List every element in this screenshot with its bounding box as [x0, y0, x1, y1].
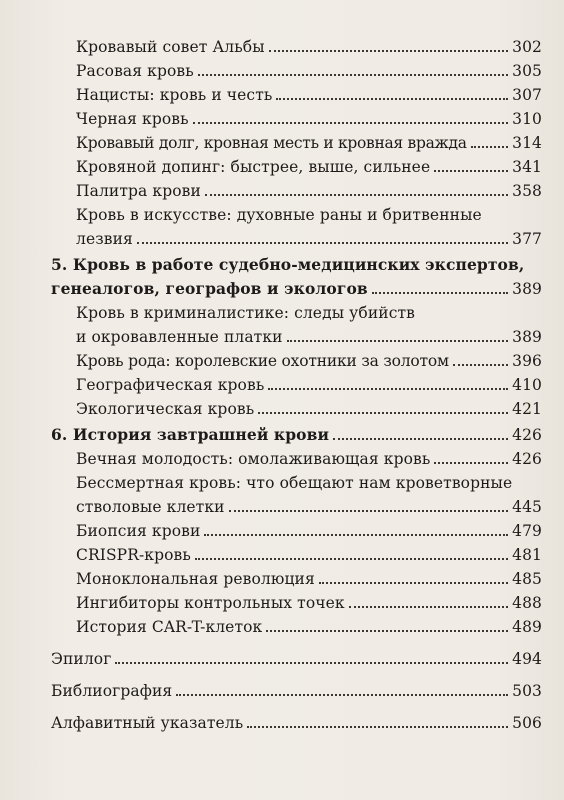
- toc-entry-title: и окровавленные платки: [76, 328, 283, 346]
- toc-entry-first-line: Кровь в искусстве: духовные раны и бритвенные: [76, 206, 482, 224]
- toc-entry[interactable]: [76, 544, 542, 566]
- toc-page-number: 488: [512, 594, 542, 612]
- toc-leader-dots: [269, 49, 508, 52]
- toc-entry-title: Кровь рода: королевские охотники за золотом: [76, 352, 449, 370]
- toc-entry-title: Палитра крови: [76, 182, 201, 200]
- toc-page-number: 485: [512, 570, 542, 588]
- toc-entry[interactable]: [76, 228, 542, 250]
- toc-entry[interactable]: [76, 374, 542, 396]
- toc-page-number: 426: [512, 426, 542, 444]
- toc-entry[interactable]: [76, 350, 542, 372]
- toc-page-number: 307: [512, 86, 542, 104]
- toc-entry-title: История CAR-T-клеток: [76, 618, 263, 636]
- toc-entry-title: CRISPR-кровь: [76, 546, 191, 564]
- toc-entry[interactable]: [51, 648, 542, 670]
- toc-leader-dots: [115, 661, 508, 664]
- toc-entry-title: Эпилог: [51, 650, 112, 668]
- toc-entry-title: Библиография: [51, 682, 173, 700]
- toc-page-number: 341: [512, 158, 542, 176]
- toc-entry[interactable]: [76, 520, 542, 542]
- toc-entry-title: Алфавитный указатель: [51, 714, 244, 732]
- toc-leader-dots: [333, 437, 508, 440]
- toc-page-number: 305: [512, 62, 542, 80]
- toc-leader-dots: [268, 387, 508, 390]
- toc-page-number: 426: [512, 450, 542, 468]
- toc-leader-dots: [195, 557, 508, 560]
- toc-page-number: 445: [512, 498, 542, 516]
- toc-page-number: 389: [512, 328, 542, 346]
- toc-entry[interactable]: [76, 132, 542, 154]
- toc-page-number: 410: [512, 376, 542, 394]
- toc-entry[interactable]: [76, 180, 542, 202]
- toc-chapter-entry[interactable]: [51, 424, 542, 446]
- toc-entry-first-line: Кровь в криминалистике: следы убийств: [76, 304, 415, 322]
- toc-entry[interactable]: [76, 398, 542, 420]
- toc-entry[interactable]: [76, 326, 542, 348]
- toc-page-number: 503: [512, 682, 542, 700]
- toc-chapter-first-line: 5. Кровь в работе судебно-медицинских экспертов,: [51, 255, 525, 274]
- toc-leader-dots: [287, 339, 509, 342]
- toc-entry-title: Кровавый долг, кровная месть и кровная вражда: [76, 134, 467, 152]
- toc-leader-dots: [434, 169, 508, 172]
- toc-page-number: 506: [512, 714, 542, 732]
- toc-entry-title: Кровавый совет Альбы: [76, 38, 265, 56]
- toc-entry-title: Черная кровь: [76, 110, 189, 128]
- toc-entry-title: стволовые клетки: [76, 498, 225, 516]
- toc-entry-title: Нацисты: кровь и честь: [76, 86, 273, 104]
- toc-leader-dots: [204, 533, 508, 536]
- toc-entry[interactable]: [76, 36, 542, 58]
- toc-page-number: 481: [512, 546, 542, 564]
- toc-entry-title: Вечная молодость: омолаживающая кровь: [76, 450, 431, 468]
- toc-entry[interactable]: [76, 448, 542, 470]
- toc-page-number: 389: [512, 280, 542, 298]
- toc-entry-title: Экологическая кровь: [76, 400, 255, 418]
- toc-leader-dots: [276, 97, 508, 100]
- toc-entry-title: Расовая кровь: [76, 62, 194, 80]
- toc-leader-dots: [349, 605, 508, 608]
- toc-page-number: 396: [512, 352, 542, 370]
- toc-leader-dots: [205, 193, 508, 196]
- toc-entry[interactable]: [76, 616, 542, 638]
- toc-leader-dots: [247, 725, 508, 728]
- toc-entry[interactable]: [76, 496, 542, 518]
- toc-entry-title: Ингибиторы контрольных точек: [76, 594, 345, 612]
- toc-entry-title: генеалогов, географов и экологов: [51, 279, 368, 298]
- toc-entry-first-line: Бессмертная кровь: что обещают нам кроветворные: [76, 474, 513, 492]
- toc-leader-dots: [319, 581, 508, 584]
- toc-entry-title: Кровяной допинг: быстрее, выше, сильнее: [76, 158, 431, 176]
- toc-leader-dots: [137, 241, 508, 244]
- toc-entry-title: лезвия: [76, 230, 133, 248]
- toc-leader-dots: [372, 291, 508, 294]
- toc-entry[interactable]: [76, 84, 542, 106]
- toc-leader-dots: [434, 461, 508, 464]
- toc-page-number: 421: [512, 400, 542, 418]
- toc-leader-dots: [266, 629, 508, 632]
- toc-leader-dots: [258, 411, 508, 414]
- toc-page-number: 358: [512, 182, 542, 200]
- toc-leader-dots: [453, 363, 508, 366]
- toc-leader-dots: [176, 693, 508, 696]
- toc-entry-title: Географическая кровь: [76, 376, 265, 394]
- toc-page-number: 310: [512, 110, 542, 128]
- toc-entry[interactable]: [76, 60, 542, 82]
- toc-page-number: 489: [512, 618, 542, 636]
- toc-leader-dots: [229, 509, 509, 512]
- toc-page-number: 302: [512, 38, 542, 56]
- toc-page-number: 479: [512, 522, 542, 540]
- toc-entry[interactable]: [51, 680, 542, 702]
- toc-entry[interactable]: [76, 592, 542, 614]
- toc-entry[interactable]: [76, 156, 542, 178]
- toc-entry[interactable]: [51, 712, 542, 734]
- toc-page-number: 494: [512, 650, 542, 668]
- toc-leader-dots: [471, 145, 508, 148]
- toc-entry-title: Биопсия крови: [76, 522, 201, 540]
- toc-entry[interactable]: [76, 108, 542, 130]
- toc-page-number: 314: [512, 134, 542, 152]
- toc-entry-title: 6. История завтрашней крови: [51, 425, 330, 444]
- toc-leader-dots: [198, 73, 508, 76]
- toc-chapter-entry[interactable]: [51, 278, 542, 300]
- toc-entry-title: Моноклональная революция: [76, 570, 315, 588]
- toc-entry[interactable]: [76, 568, 542, 590]
- toc-page-number: 377: [512, 230, 542, 248]
- toc-leader-dots: [193, 121, 508, 124]
